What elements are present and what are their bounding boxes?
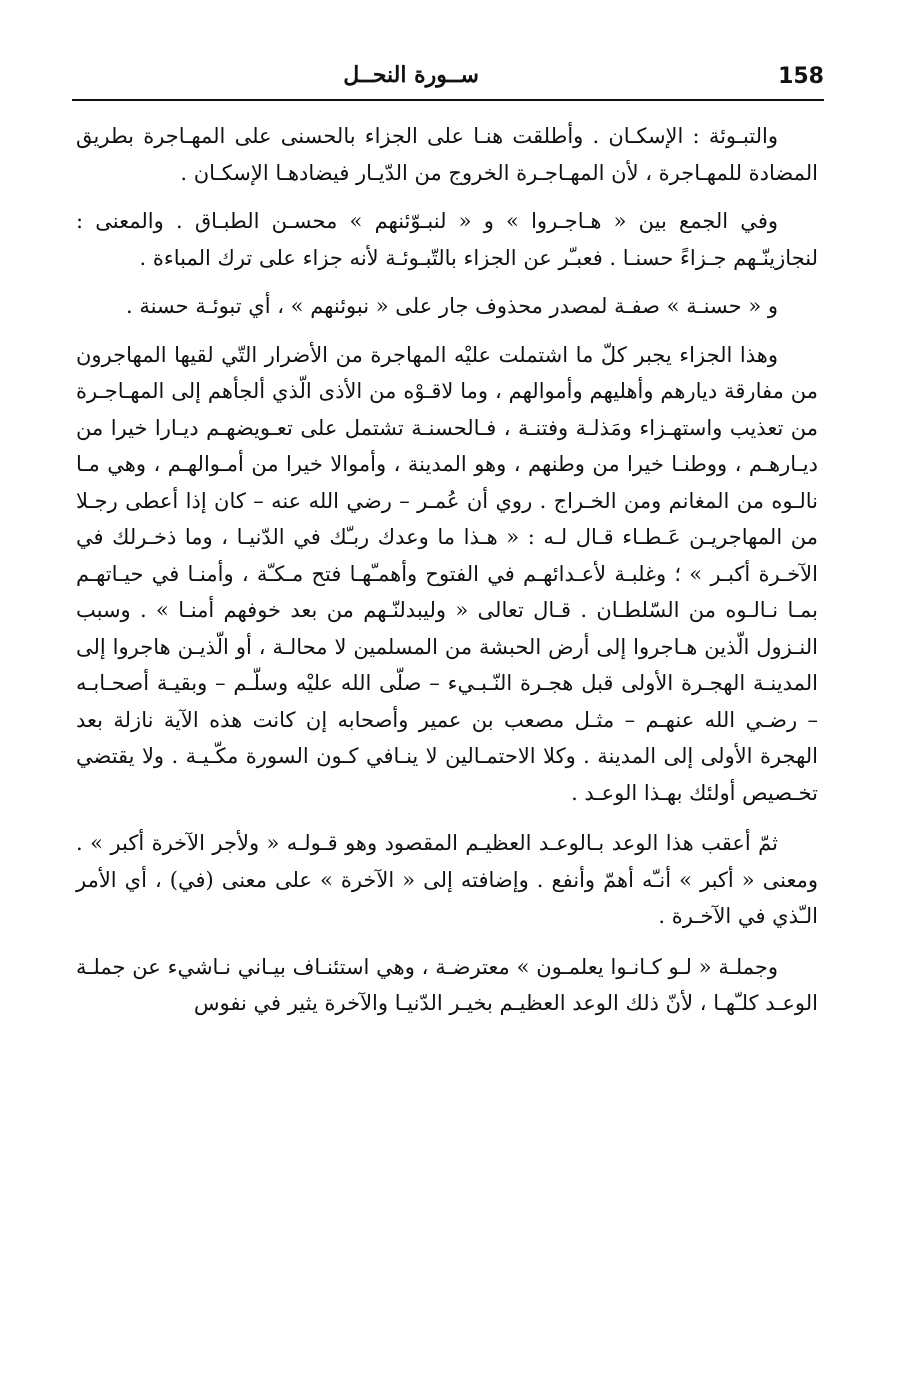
paragraph-hasana: و « حسنـة » صفـة لمصدر محذوف جار على « نبوئنهم » ، أي تبوئـة حسنة . (125, 294, 778, 318)
paragraph-tibaq: وفي الجمع بين « هـاجـروا » و « لنبـوّئنهم » محسـن الطبـاق . والمعنى : لنجازينّـهم جـزاءً حسنـا . فعبـّر عن الجزاء بالتّبـوئـة لأنه جزاء على ترك المباءة . (76, 209, 818, 270)
page-number: 158 (778, 64, 824, 89)
body-text (76, 118, 818, 1036)
surah-title: ســورة النحــل (343, 62, 479, 88)
paragraph-tabawwu: والتبـوئة : الإسكـان . وأطلقت هنـا على الجزاء بالحسنى على المهـاجرة بطريق المضادة للمهـاجرة ، لأن المهـاجـرة الخروج من الدّيـار فيضادهـا الإسكـان . (76, 124, 818, 185)
page-header (72, 62, 824, 100)
paragraph-ajr-akhira: ثمّ أعقب هذا الوعد بـالوعـد العظيـم المقصود وهو قـولـه « ولأجر الآخرة أكبر » . ومعنى « أكبر » أنـّه أهمّ وأنفع . وإضافته إلى « الآخرة » على معنى (في) ، أي الأمر الـّذي في الآخـرة . (76, 831, 818, 928)
paragraph-jaza: وهذا الجزاء يجبر كلّ ما اشتملت عليْه المهاجرة من الأضرار التّي لقيها المهاجرون من مفارقة ديارهم وأهليهم وأموالهم ، وما لاقـوْه من الأذى الّذي ألجأهم إلى المهـاجـرة من تعذيب واستهـزاء ومَذلـة وفتنـة ، فـالحسنـة تشتمل على تعـويضهـم ديـارا خيرا من ديـارهـم ، ووطنـا خيرا من وطنهم ، وهو المدينة ، وأموالا خيرا من أمـوالهـم ، وهي مـا نالـوه من المغانم ومن الخـراج . روي أن عُمـر – رضي الله عنه – كان إذا أعطى رجـلا من المهاجريـن عَـطـاء قـال لـه : « هـذا ما وعدك ربـّك في الدّنيـا ، وما ذخـرلك في الآخـرة أكبـر » ؛ وغلبـة لأعـدائهـم في الفتوح وأهمـّهـا فتح مـكـّة ، وأمنـا في حيـاتهـم بمـا نـالـوه من السّلطـان . قـال تعالى « وليبدلنّـهم من بعد خوفهم أمنـا » . وسبب النـزول الّذين هـاجروا إلى أرض الحبشة من المسلمين لا محالـة ، أو الّذيـن هاجروا إلى المدينـة الهجـرة الأولى قبل هجـرة النّـبـيء – صلّى الله عليْه وسلّـم – وبقيـة أصحـابـه – رضـي الله عنهـم – مثـل مصعب بن عمير وأصحابه إن كانت هذه الآية نازلة بعد الهجرة الأولى إلى المدينة . وكلا الاحتمـالين لا ينـافي كـون السورة مكّـيـة . ولا يقتضي تخـصيص أولئك بهـذا الوعـد . (76, 342, 818, 805)
header-divider (72, 99, 824, 101)
paragraph-law-kanu: وجملـة « لـو كـانـوا يعلمـون » معترضـة ، وهي استئنـاف بيـاني نـاشيء عن جملـة الوعـد كلـّهـا ، لأنّ ذلك الوعد العظيـم بخيـر الدّنيـا والآخرة يثير في نفوس (76, 954, 818, 1015)
